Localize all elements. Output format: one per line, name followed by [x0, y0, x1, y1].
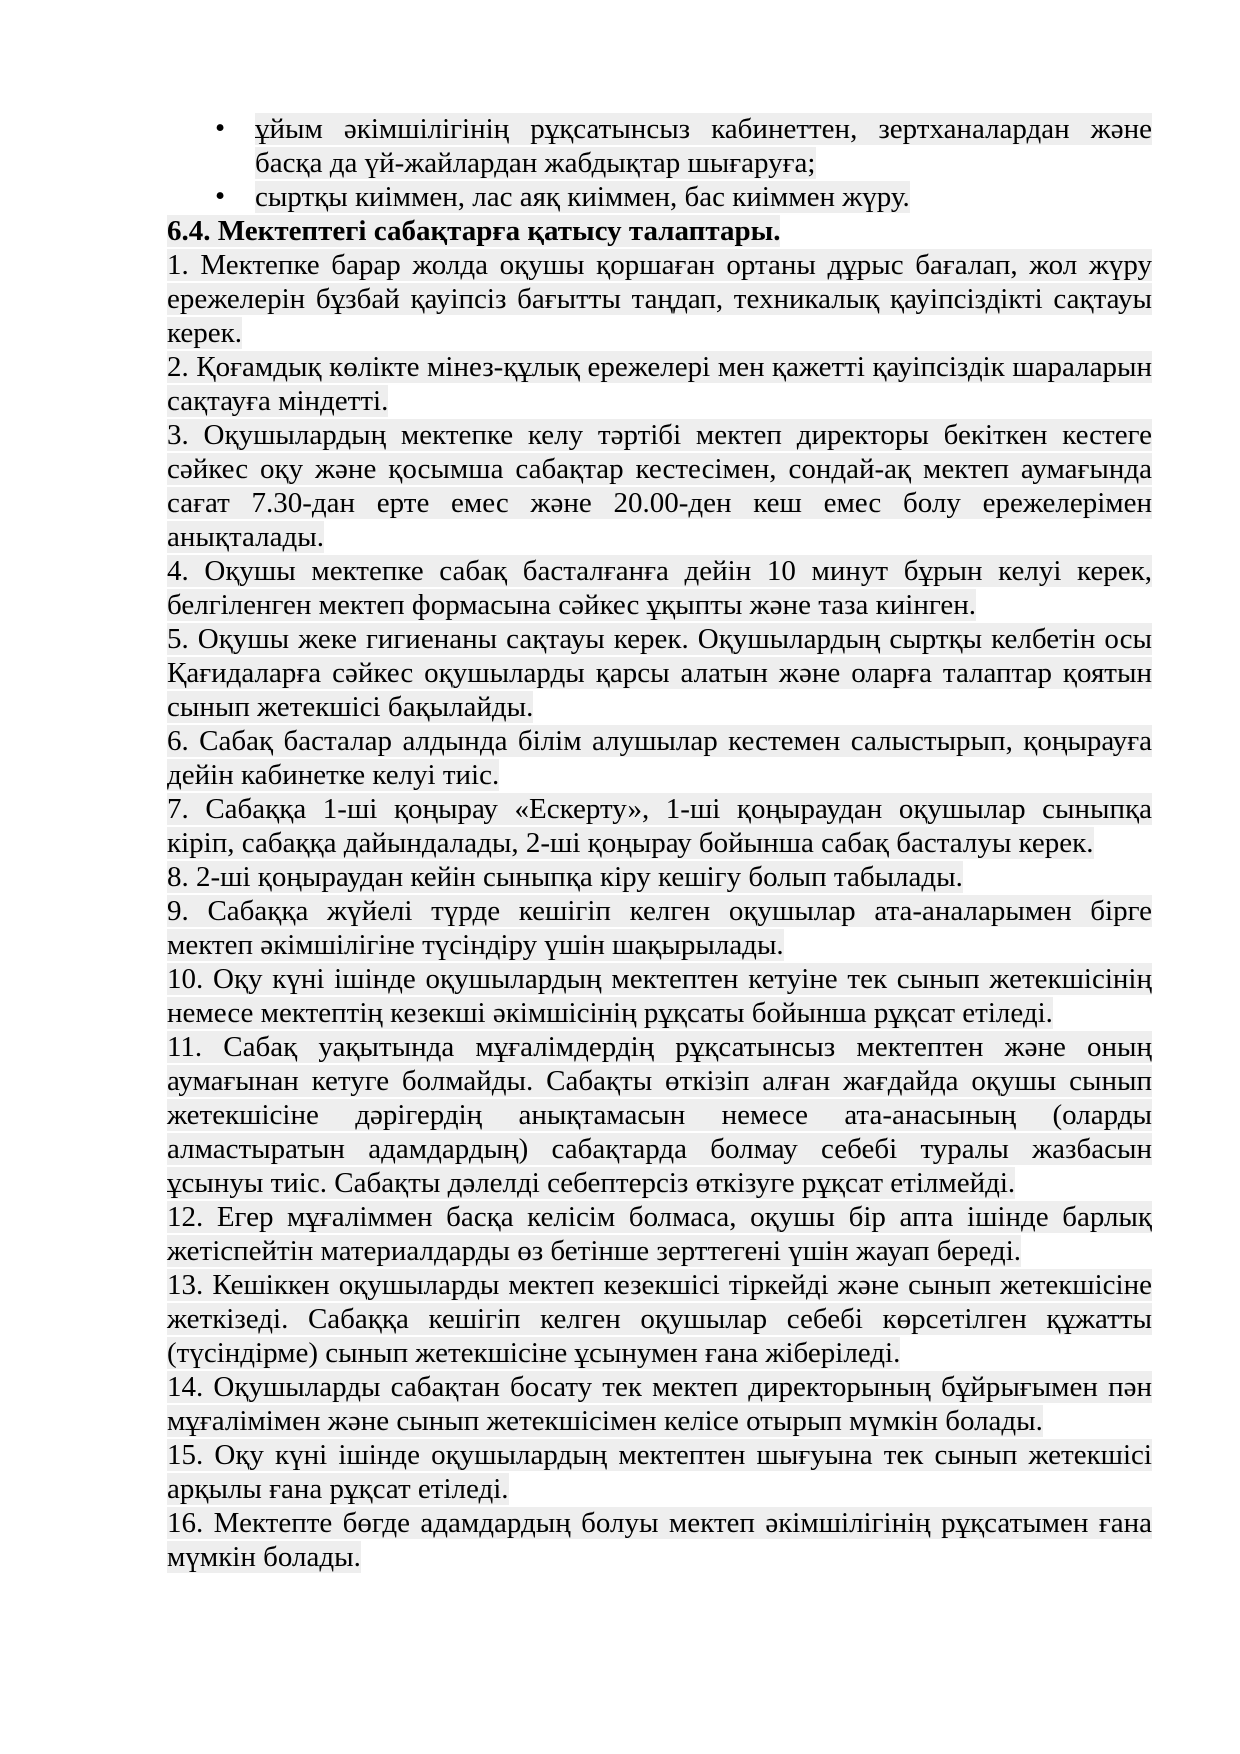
- paragraph-text: 16. Мектепте бөгде адамдардың болуы мектеп әкімшілігінің рұқсатымен ғана мүмкін болады.: [167, 1507, 1152, 1573]
- paragraph-text: 2. Қоғамдық көлікте мінез-құлық ережелері мен қажетті қауіпсіздік шараларын сақтауға міндетті.: [167, 351, 1152, 417]
- paragraph-text: 10. Оқу күні ішінде оқушылардың мектептен кетуіне тек сынып жетекшісінің немесе мектептің кезекші әкімшісінің рұқсаты бойынша рұқсат етіледі.: [167, 963, 1152, 1029]
- bullet-icon: •: [215, 180, 226, 212]
- paragraph-10: [167, 962, 1152, 1030]
- paragraph-text: 5. Оқушы жеке гигиенаны сақтауы керек. Оқушылардың сыртқы келбетін осы Қағидаларға сәйкес оқушыларды қарсы алатын және оларға талаптар қоятын сынып жетекшісі бақылайды.: [167, 623, 1152, 723]
- bullet-text: сыртқы киіммен, лас аяқ киіммен, бас киіммен жүру.: [255, 181, 910, 213]
- paragraph-6: [167, 724, 1152, 792]
- paragraph-text: 15. Оқу күні ішінде оқушылардың мектептен шығуына тек сынып жетекшісі арқылы ғана рұқсат етіледі.: [167, 1439, 1152, 1505]
- paragraph-text: 8. 2-ші қоңыраудан кейін сыныпқа кіру кешігу болып табылады.: [167, 861, 963, 893]
- paragraph-text: 7. Сабаққа 1-ші қоңырау «Ескерту», 1-ші қоңыраудан оқушылар сыныпқа кіріп, сабаққа дайындалады, 2-ші қоңырау бойынша сабақ басталуы керек.: [167, 793, 1152, 859]
- section-heading-text: 6.4. Мектептегі сабақтарға қатысу талаптары.: [167, 215, 781, 247]
- paragraph-1: [167, 248, 1152, 350]
- paragraph-16: [167, 1506, 1152, 1574]
- paragraph-11: [167, 1030, 1152, 1200]
- paragraph-15: [167, 1438, 1152, 1506]
- paragraph-text: 6. Сабақ басталар алдында білім алушылар кестемен салыстырып, қоңырауға дейін кабинетке келуі тиіс.: [167, 725, 1152, 791]
- bullet-text: ұйым әкімшілігінің рұқсатынсыз кабинеттен, зертханалардан және басқа да үй-жайлардан жабдықтар шығаруға;: [255, 113, 1152, 179]
- paragraph-5: [167, 622, 1152, 724]
- paragraph-13: [167, 1268, 1152, 1370]
- paragraph-2: [167, 350, 1152, 418]
- paragraph-9: [167, 894, 1152, 962]
- bullet-list: [167, 112, 1152, 214]
- paragraph-text: 4. Оқушы мектепке сабақ басталғанға дейін 10 минут бұрын келуі керек, белгіленген мектеп формасына сәйкес ұқыпты және таза киінген.: [167, 555, 1152, 621]
- paragraph-text: 3. Оқушылардың мектепке келу тәртібі мектеп директоры бекіткен кестеге сәйкес оқу және қосымша сабақтар кестесімен, сондай-ақ мектеп аумағында сағат 7.30-дан ерте емес және 20.00-ден кеш емес болу ережелерімен анықталады.: [167, 419, 1152, 553]
- paragraph-text: 9. Сабаққа жүйелі түрде кешігіп келген оқушылар ата-аналарымен бірге мектеп әкімшілігіне түсіндіру үшін шақырылады.: [167, 895, 1152, 961]
- paragraph-12: [167, 1200, 1152, 1268]
- bullet-item: [167, 112, 1152, 180]
- paragraph-text: 14. Оқушыларды сабақтан босату тек мектеп директорының бұйрығымен пән мұғалімімен және сынып жетекшісімен келісе отырып мүмкін болады.: [167, 1371, 1152, 1437]
- bullet-item: [167, 180, 1152, 214]
- paragraph-text: 1. Мектепке барар жолда оқушы қоршаған ортаны дұрыс бағалап, жол жүру ережелерін бұзбай қауіпсіз бағытты таңдап, техникалық қауіпсіздікті сақтауы керек.: [167, 249, 1152, 349]
- paragraph-3: [167, 418, 1152, 554]
- paragraph-text: 12. Егер мұғаліммен басқа келісім болмаса, оқушы бір апта ішінде барлық жетіспейтін материалдарды өз бетінше зерттегені үшін жауап береді.: [167, 1201, 1152, 1267]
- paragraph-14: [167, 1370, 1152, 1438]
- bullet-icon: •: [215, 112, 226, 144]
- paragraph-4: [167, 554, 1152, 622]
- paragraph-8: [167, 860, 1152, 894]
- paragraph-text: 13. Кешіккен оқушыларды мектеп кезекшісі тіркейді және сынып жетекшісіне жеткізеді. Сабаққа кешігіп келген оқушылар себебі көрсетілген құжатты (түсіндірме) сынып жетекшісіне ұсынумен ғана жіберіледі.: [167, 1269, 1152, 1369]
- paragraph-7: [167, 792, 1152, 860]
- paragraph-text: 11. Сабақ уақытында мұғалімдердің рұқсатынсыз мектептен және оның аумағынан кетуге болмайды. Сабақты өткізіп алған жағдайда оқушы сынып жетекшісіне дәрігердің анықтамасын немесе ата-анасының (оларды алмастыратын адамдардың) сабақтарда болмау себебі туралы жазбасын ұсынуы тиіс. Сабақты дәлелді себептерсіз өткізуге рұқсат етілмейді.: [167, 1031, 1152, 1199]
- section-heading: [167, 214, 1152, 248]
